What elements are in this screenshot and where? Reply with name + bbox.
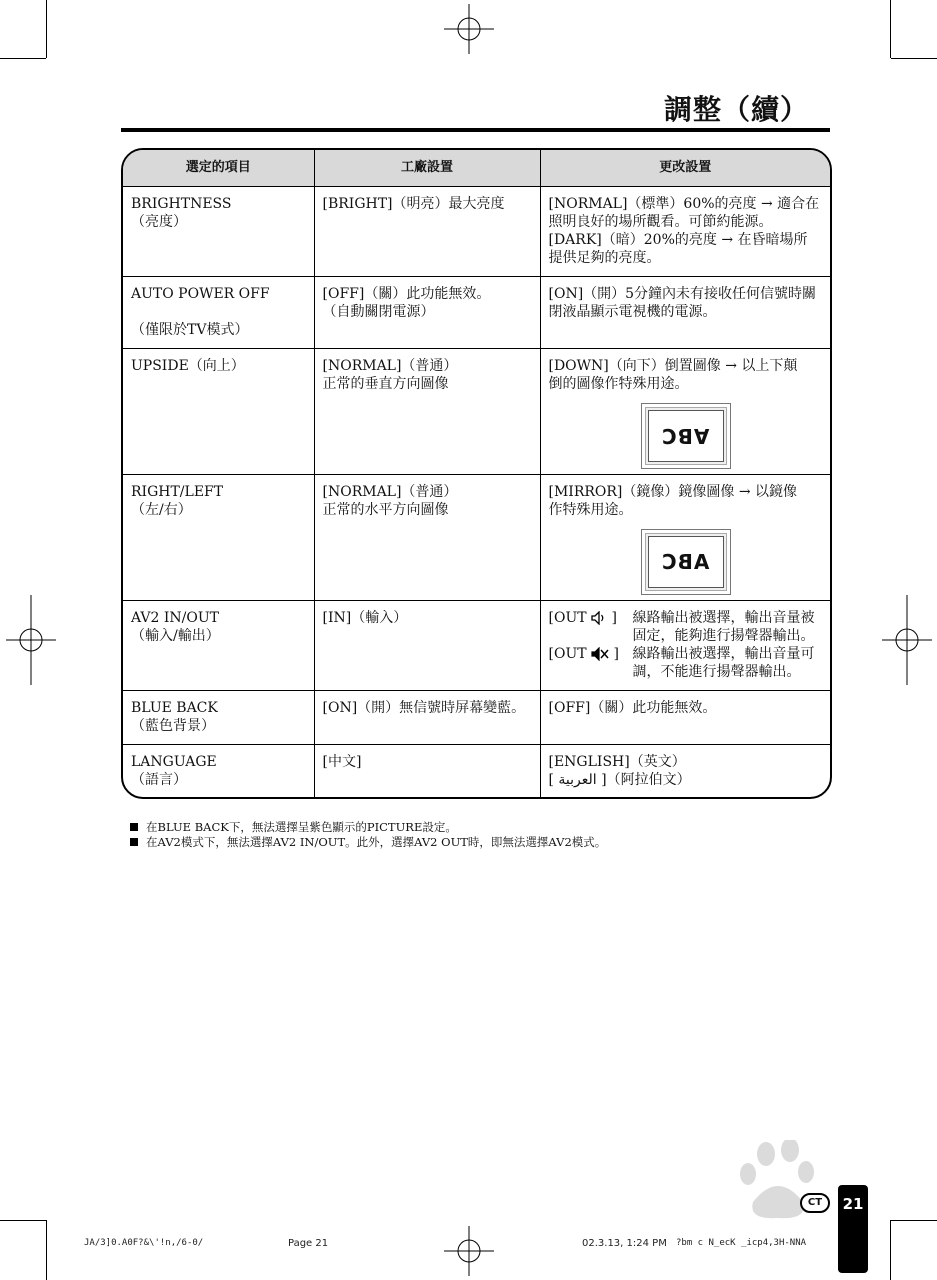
title-rule [121,128,830,132]
item-name: LANGUAGE [131,754,217,771]
change-text: [DARK]（暗）20%的亮度 → 在昏暗場所 [548,232,808,248]
footer-page-label: Page 21 [288,1238,329,1249]
change-text: [DOWN]（向下）倒置圖像 → 以上下顛 [548,358,798,375]
table-row-brightness [123,187,830,277]
footer-code-right: ?bm c N_ecK _icp4,3H-NNA [676,1238,807,1248]
change-text: 倒的圖像作特殊用途。 [548,376,689,393]
item-subtitle: （左/右） [131,502,192,519]
bullet-square-icon [130,838,138,846]
item-cell [123,475,314,601]
item-name: UPSIDE（向上） [131,358,245,375]
out-label-close: ] [611,610,617,627]
out-label: [OUT [548,610,587,627]
factory-cell [314,187,540,277]
header-selected-item: 選定的項目 [123,150,314,187]
factory-cell [314,745,540,797]
footer-date: 02.3.13, 1:24 PM [582,1238,667,1249]
factory-text: [BRIGHT]（明亮）最大亮度 [322,196,505,212]
item-name: BRIGHTNESS [131,196,232,212]
item-name: AV2 IN/OUT [131,610,219,627]
item-subtitle: （輸入/輸出） [131,628,220,645]
table-row-language [123,745,830,797]
change-cell [540,349,830,475]
out-desc: 固定，能夠進行揚聲器輸出。 [632,628,815,645]
item-name: AUTO POWER OFF [131,286,270,303]
table-row-blue-back [123,691,830,745]
change-text: [ENGLISH]（英文） [548,754,686,771]
abc-upside-text: ABC [661,424,710,449]
item-subtitle: （藍色背景） [131,718,215,735]
table-row-av2-in-out [123,601,830,691]
notes [130,820,606,850]
item-subtitle: （僅限於TV模式） [131,322,249,339]
crop-mark [891,58,937,59]
change-text: 作特殊用途。 [548,502,633,519]
header-change-setting: 更改設置 [540,150,830,187]
crop-mark [890,0,891,58]
factory-cell [314,601,540,691]
out-label: [OUT [548,646,587,663]
item-cell [123,349,314,475]
change-text: 提供足夠的亮度。 [548,250,661,266]
registration-mark-left [6,595,56,685]
factory-text: [NORMAL]（普通） [322,484,458,501]
crop-mark [46,0,47,58]
language-badge: CT [800,1193,830,1213]
factory-cell [314,277,540,349]
crop-mark [46,1220,47,1280]
header-factory-setting: 工廠設置 [314,150,540,187]
page-title: 調整（續） [663,93,809,126]
table-row-auto-power-off [123,277,830,349]
item-name: BLUE BACK [131,700,218,717]
item-cell [123,745,314,797]
factory-text: 正常的垂直方向圖像 [322,376,449,393]
item-cell [123,187,314,277]
item-cell [123,691,314,745]
factory-text: [NORMAL]（普通） [322,358,458,375]
registration-mark-bottom [444,1226,494,1276]
out-desc: 調，不能進行揚聲器輸出。 [632,664,801,681]
change-cell [540,187,830,277]
factory-text: [ON]（開）無信號時屏幕變藍。 [322,700,526,717]
table-row-upside [123,349,830,475]
out-option-fixed [549,609,823,645]
change-text: 閉液晶顯示電視機的電源。 [548,304,717,321]
settings-table [121,148,832,799]
change-cell [540,601,830,691]
out-option-variable [549,645,823,681]
change-text: [ العربية ]（阿拉伯文） [548,772,691,789]
factory-text: 正常的水平方向圖像 [322,502,449,519]
factory-text: [IN]（輸入） [322,610,408,627]
footer-code-left: JA/3]0.A0F?&\'!n,/6-0/ [84,1238,204,1248]
registration-mark-right [882,595,932,685]
speaker-mute-icon [591,647,609,661]
out-desc: 線路輸出被選擇，輸出音量被 [632,610,815,627]
factory-cell [314,475,540,601]
change-cell [540,691,830,745]
factory-text: [OFF]（關）此功能無效。 [322,286,491,303]
crop-mark [0,58,46,59]
bullet-square-icon [130,823,138,831]
change-text: 照明良好的場所觀看。可節約能源。 [548,214,773,230]
change-cell [540,475,830,601]
abc-mirror-text: ABC [661,550,710,575]
change-text: [MIRROR]（鏡像）鏡像圖像 → 以鏡像 [548,484,798,501]
factory-cell [314,349,540,475]
mirror-illustration [641,529,731,595]
item-subtitle: （語言） [131,772,187,789]
table-header-row [123,150,830,187]
item-cell [123,277,314,349]
out-label-close: ] [613,646,619,663]
item-cell [123,601,314,691]
out-desc: 線路輸出被選擇，輸出音量可 [632,646,815,663]
item-subtitle: （亮度） [131,214,187,230]
table-row-right-left [123,475,830,601]
page-number-tab: 21 [838,1185,868,1273]
upside-down-illustration [641,403,731,469]
crop-mark [0,1220,46,1221]
note-item: 在AV2模式下，無法選擇AV2 IN/OUT。此外，選擇AV2 OUT時，即無法選擇AV2模式。 [130,835,606,850]
change-text: [ON]（開）5分鐘內未有接收任何信號時關 [548,286,817,303]
factory-text: [中文] [322,754,362,771]
item-name: RIGHT/LEFT [131,484,224,501]
registration-mark-top [444,4,494,54]
note-item: 在BLUE BACK下，無法選擇呈紫色顯示的PICTURE設定。 [130,820,606,835]
speaker-icon [591,611,607,625]
factory-cell [314,691,540,745]
change-text: [NORMAL]（標準）60%的亮度 → 適合在 [548,196,820,212]
factory-text: （自動關閉電源） [322,304,435,321]
change-cell [540,277,830,349]
change-cell [540,745,830,797]
change-text: [OFF]（關）此功能無效。 [548,700,717,717]
